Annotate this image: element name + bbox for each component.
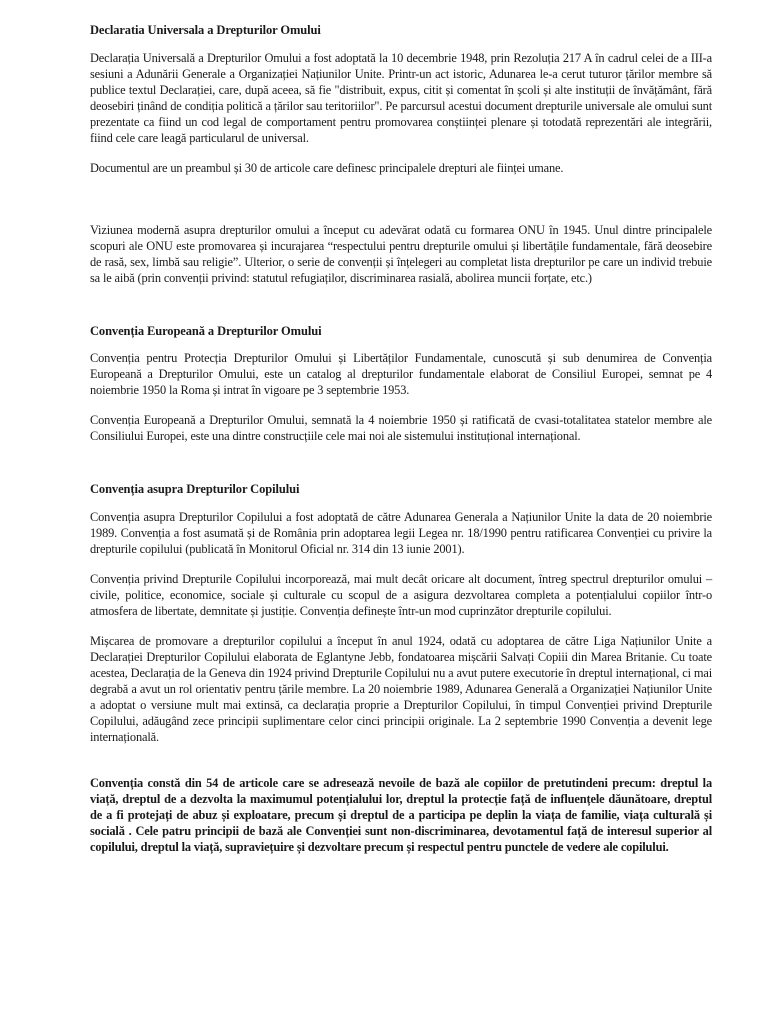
children-paragraph-3: Mișcarea de promovare a drepturilor copilului a început în anul 1924, odată cu adoptarea de către Liga Națiunilor Unite a Declarației Drepturilor Copilului elaborata de Eglantyne Jebb, fondatoarea mișcării Salvați Copiii din Marea Britanie. Cu toate acestea, Declarația de la Geneva din 1924 privind Drepturile Copilului nu a avut putere executorie în dreptul internațional, ci mai degrabă a avut un rol orientativ pentru țările membre. La 20 noiembrie 1989, Adunarea Generală a Organizației Națiunilor Unite a adoptat o versiune mult mai extinsă, ca declarația proprie a Drepturilor Copilului, în timpul Convenției privind Drepturile Copilului, adăugând zece principii suplimentare celor cinci principii originale. La 2 septembrie 1990 Convenția a devenit lege internațională. [90,634,712,744]
section-title-cedo: Convenția Europeană a Drepturilor Omului [90,324,322,338]
children-paragraph-1: Convenția asupra Drepturilor Copilului a fost adoptată de către Adunarea Generala a Națiunilor Unite la data de 20 noiembrie 1989. Convenția a fost asumată și de România prin adoptarea legii Legea nr. 18/1990 pentru ratificarea Convenției cu privire la drepturile copilului (publicată în Monitorul Oficial nr. 314 din 13 iunie 2001). [90,510,712,556]
cedo-paragraph-1: Convenția pentru Protecția Drepturilor Omului și Libertăților Fundamentale, cunoscută și sub denumirea de Convenția Europeană a Drepturilor Omului, este un catalog al drepturilor fundamentale elaborat de Consiliul Europei, semnat pe 4 noiembrie 1950 la Roma și intrat în vigoare pe 3 septembrie 1953. [90,351,712,397]
children-paragraph-2: Convenția privind Drepturile Copilului incorporează, mai mult decât oricare alt document, întreg spectrul drepturilor omului – civile, politice, economice, sociale și culturale cu scopul de a asigura dezvoltarea completa a potențialului copiilor într-o atmosfera de libertate, demnitate și justiție. Convenția definește într-un mod cuprinzător drepturile copilului. [90,572,712,618]
intro-paragraph: Declarația Universală a Drepturilor Omului a fost adoptată la 10 decembrie 1948, prin Rezoluția 217 A în cadrul celei de a III-a sesiuni a Adunării Generale a Organizației Națiunilor Unite. Printr-un act istoric, Adunarea le-a cerut tuturor țărilor membre să publice textul Declarației, care, după aceea, să fie "distribuit, expus, citit și comentat în școli și alte instituții de învățământ, fără deosebiri ținând de condiția politică a țărilor sau teritoriilor". Pe parcursul acestui document drepturile universale ale omului sunt prezentate ca fiind un cod legal de comportament pentru promovarea conștiinței plenare și totodată reprezentări ale integrării, fiind cele care leagă particularul de universal. [90,51,712,145]
section-title-children: Convenția asupra Drepturilor Copilului [90,482,300,496]
onu-paragraph: Viziunea modernă asupra drepturilor omului a început cu adevărat odată cu formarea ONU în 1945. Unul dintre principalele scopuri ale ONU este promovarea și incurajarea “respectului pentru drepturile omului și libertățile fundamentale, fără deosebire de rasă, sex, limbă sau religie”. Ulterior, o serie de convenții și înțelegeri au completat lista drepturilor pe care un individ trebuie sa le aibă (prin convenții privind: statutul refugiaților, discriminarea rasială, abolirea muncii forțate, etc.) [90,223,712,285]
cedo-paragraph-2: Convenția Europeană a Drepturilor Omului, semnată la 4 noiembrie 1950 și ratificată de cvasi-totalitatea statelor membre ale Consiliului Europei, este una dintre construcțiile cele mai noi ale sistemului instituțional internațional. [90,413,712,443]
document-title: Declaratia Universala a Drepturilor Omului [90,23,321,37]
intro-summary-paragraph: Documentul are un preambul și 30 de articole care definesc principalele drepturi ale ființei umane. [90,161,564,175]
children-bold-paragraph: Convenția constă din 54 de articole care se adresează nevoile de bază ale copiilor de pretutindeni precum: dreptul la viață, dreptul de a dezvolta la maximumul potențialului lor, dreptul la protecție față de influențele dăunătoare, dreptul de a fi protejați de abuz și exploatare, precum și dreptul de a participa pe deplin la viața de familie, viața culturală și socială . Cele patru principii de bază ale Convenției sunt non-discriminarea, devotamentul față de interesul superior al copilului, dreptul la viață, supraviețuire și dezvoltare precum și respectul pentru punctele de vedere ale copilului. [90,776,712,854]
